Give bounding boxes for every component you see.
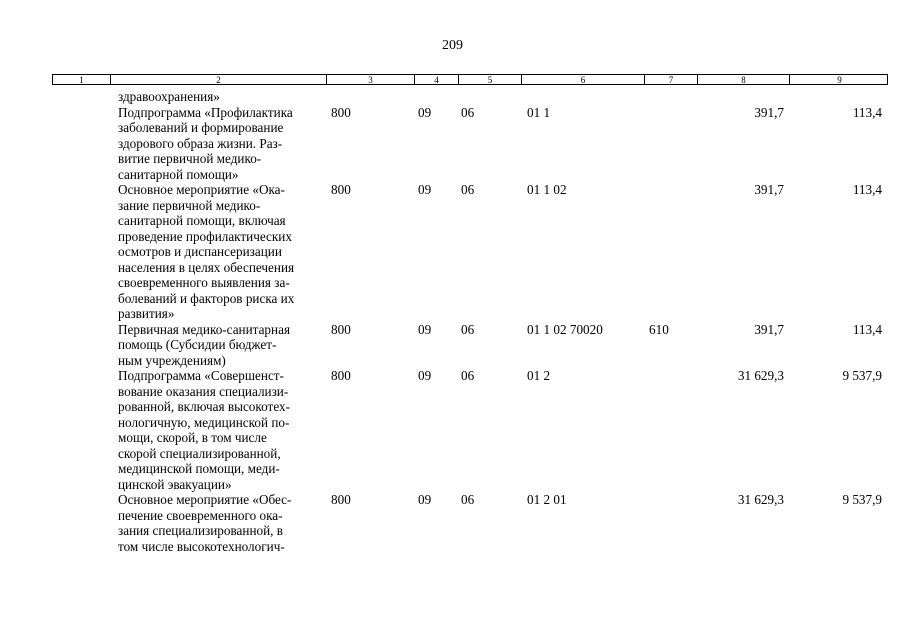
row-name-line: развития» <box>118 306 175 321</box>
row-name-line: Основное мероприятие «Обес- <box>118 492 292 507</box>
row-name-line: том числе высокотехнологич- <box>118 538 285 554</box>
header-col-9: 9 <box>837 75 842 85</box>
row-name-line: медицинской помощи, меди- <box>118 461 280 476</box>
header-col-5: 5 <box>459 75 522 84</box>
row-name-line: вование оказания специализи- <box>118 383 289 399</box>
row-subsection: 06 <box>461 182 475 197</box>
row-name-line: санитарной помощи» <box>118 166 239 182</box>
row-name-line: Подпрограмма «Совершенст- <box>118 368 284 383</box>
row-subsection: 06 <box>461 321 475 337</box>
row-sum-col8: 391,7 <box>754 182 784 197</box>
row-subsection: 06 <box>461 368 475 383</box>
row-target-article: 01 1 02 70020 <box>527 321 603 337</box>
row-name <box>118 368 324 492</box>
row-section: 09 <box>418 321 432 337</box>
row-name-line: Подпрограмма «Профилактика <box>118 104 293 120</box>
row-target-article: 01 2 <box>527 368 551 383</box>
row-name <box>118 182 324 322</box>
row-name-line: скорой специализированной, <box>118 445 281 461</box>
row-target-article: 01 2 01 <box>527 492 567 507</box>
row-name <box>118 89 324 105</box>
row-name-line: здорового образа жизни. Раз- <box>118 135 283 151</box>
row-name-line: населения в целях обеспечения <box>118 259 295 275</box>
row-name-line: нологичную, медицинской по- <box>118 414 290 430</box>
row-name-line: ным учреждениям) <box>118 352 226 368</box>
table-header <box>52 74 888 85</box>
row-name-line: заболеваний и формирование <box>118 120 284 135</box>
row-name <box>118 322 324 369</box>
header-col-4: 4 <box>415 75 459 84</box>
row-name <box>118 105 324 183</box>
row-section: 09 <box>418 104 432 120</box>
row-sum-col8: 391,7 <box>754 104 784 120</box>
row-name-line: здравоохранения» <box>118 89 220 104</box>
row-section: 09 <box>418 182 432 197</box>
row-expense-type: 610 <box>649 321 669 337</box>
row-sum-col8: 31 629,3 <box>737 368 784 383</box>
row-sum-col9: 113,4 <box>852 182 882 197</box>
row-section: 09 <box>418 492 432 507</box>
row-sum-col8: 31 629,3 <box>737 492 784 507</box>
row-code: 800 <box>331 321 351 337</box>
row-name <box>118 492 324 554</box>
row-name-line: своевременного выявления за- <box>118 275 290 290</box>
header-col-3: 3 <box>327 75 415 84</box>
row-subsection: 06 <box>461 104 475 120</box>
row-sum-col9: 113,4 <box>852 104 882 120</box>
row-code: 800 <box>331 492 351 507</box>
row-name-line: Основное мероприятие «Ока- <box>118 182 285 197</box>
row-name-line: печение своевременного ока- <box>118 507 283 523</box>
row-section: 09 <box>418 368 432 383</box>
row-code: 800 <box>331 182 351 197</box>
row-name-line: витие первичной медико- <box>118 151 262 166</box>
row-name-line: зания специализированной, в <box>118 523 283 538</box>
row-target-article: 01 1 02 <box>527 182 567 197</box>
row-name-line: проведение профилактических <box>118 228 292 244</box>
row-name-line: осмотров и диспансеризации <box>118 244 282 259</box>
header-col-1: 1 <box>53 75 111 84</box>
row-name-line: болеваний и факторов риска их <box>118 290 295 306</box>
row-sum-col9: 9 537,9 <box>842 492 882 507</box>
row-name-line: цинской эвакуации» <box>118 476 232 492</box>
header-col-2: 2 <box>111 75 327 84</box>
row-sum-col8: 391,7 <box>754 321 784 337</box>
row-target-article: 01 1 <box>527 104 551 120</box>
header-col-6: 6 <box>522 75 645 84</box>
row-subsection: 06 <box>461 492 475 507</box>
row-name-line: мощи, скорой, в том числе <box>118 430 267 445</box>
header-col-8: 8 <box>698 75 790 84</box>
page-number: 209 <box>442 38 463 53</box>
row-name-line: Первичная медико-санитарная <box>118 321 291 337</box>
row-code: 800 <box>331 368 351 383</box>
row-name-line: помощь (Субсидии бюджет- <box>118 337 277 352</box>
row-sum-col9: 113,4 <box>852 321 882 337</box>
row-name-line: рованной, включая высокотех- <box>118 399 290 414</box>
row-sum-col9: 9 537,9 <box>842 368 882 383</box>
row-name-line: зание первичной медико- <box>118 197 261 213</box>
row-name-line: санитарной помощи, включая <box>118 213 286 228</box>
row-code: 800 <box>331 104 351 120</box>
header-col-7: 7 <box>645 75 698 84</box>
